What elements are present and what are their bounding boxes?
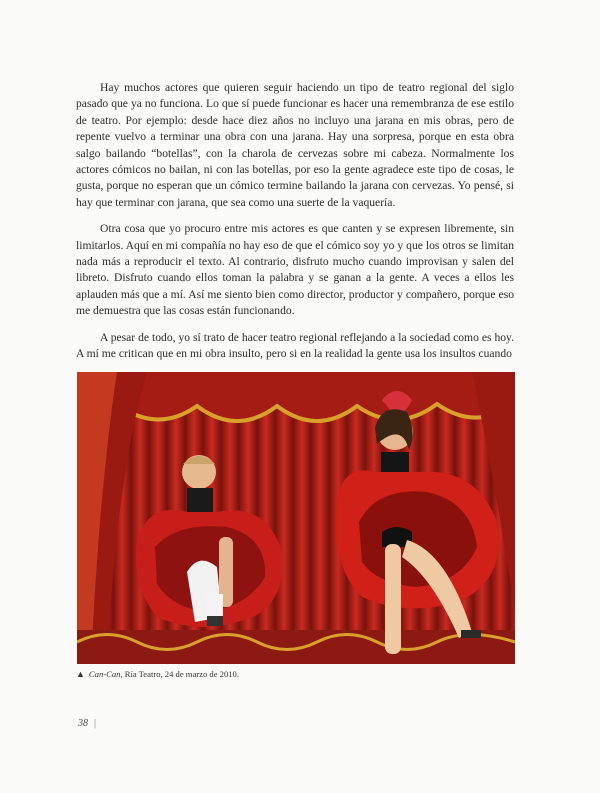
page-number <box>78 718 96 729</box>
paragraph-1: Hay muchos actores que quieren seguir haciendo un tipo de teatro regional del siglo pasado que ya no funciona. Lo que sí puede funcionar es hacer una remembranza de ese estilo de teatro. Por ejemplo: desde hace diez años no incluyo una jarana en mis obras, pero de repente vuelvo a terminar una obra con una jarana. Hay una sorpresa, porque en esta obra salgo bailando “botellas”, con la charola de cervezas sobre mi cabeza. Normalmente los actores cómicos no bailan, ni con las botellas, por eso la gente agradece este tipo de cosas, le gusta, porque no esperan que un cómico termine bailando la jarana con cervezas. Yo pensé, si hay que terminar con jarana, que sea como una suerte de la vaquería. <box>76 81 514 209</box>
paragraph-2: Otra cosa que yo procuro entre mis actores es que canten y se expresen libremente, sin limitarlos. Aquí en mi compañía no hay eso de que el cómico soy yo y que los otros se limitan nada más a reproducir el texto. Al contrario, disfruto mucho cuando improvisan y salen del libreto. Disfruto cuando ellos toman la palabra y se ganan a la gente. A veces a ellos les aplauden más que a mí. Así me siento bien como director, productor y compañero, porque eso me demuestra que las cosas están funcionando. <box>76 222 514 318</box>
paragraph-3: A pesar de todo, yo sí trato de hacer teatro regional reflejando a la sociedad como es hoy. A mí me critican que en mi obra insulto, pero si en la realidad la gente usa los insultos cuando <box>76 330 514 361</box>
can-can-dancers-image <box>77 372 515 664</box>
caption-title: Can-Can <box>88 669 121 679</box>
caption-details: , Ría Teatro, 24 de marzo de 2010. <box>120 669 239 679</box>
photo-caption <box>76 669 516 679</box>
page-number-value: 38 <box>78 718 88 729</box>
folio-separator: | <box>94 718 97 729</box>
body-text <box>76 80 514 373</box>
caption-triangle-icon: ▲ <box>76 669 85 679</box>
stage-photo <box>77 372 515 664</box>
